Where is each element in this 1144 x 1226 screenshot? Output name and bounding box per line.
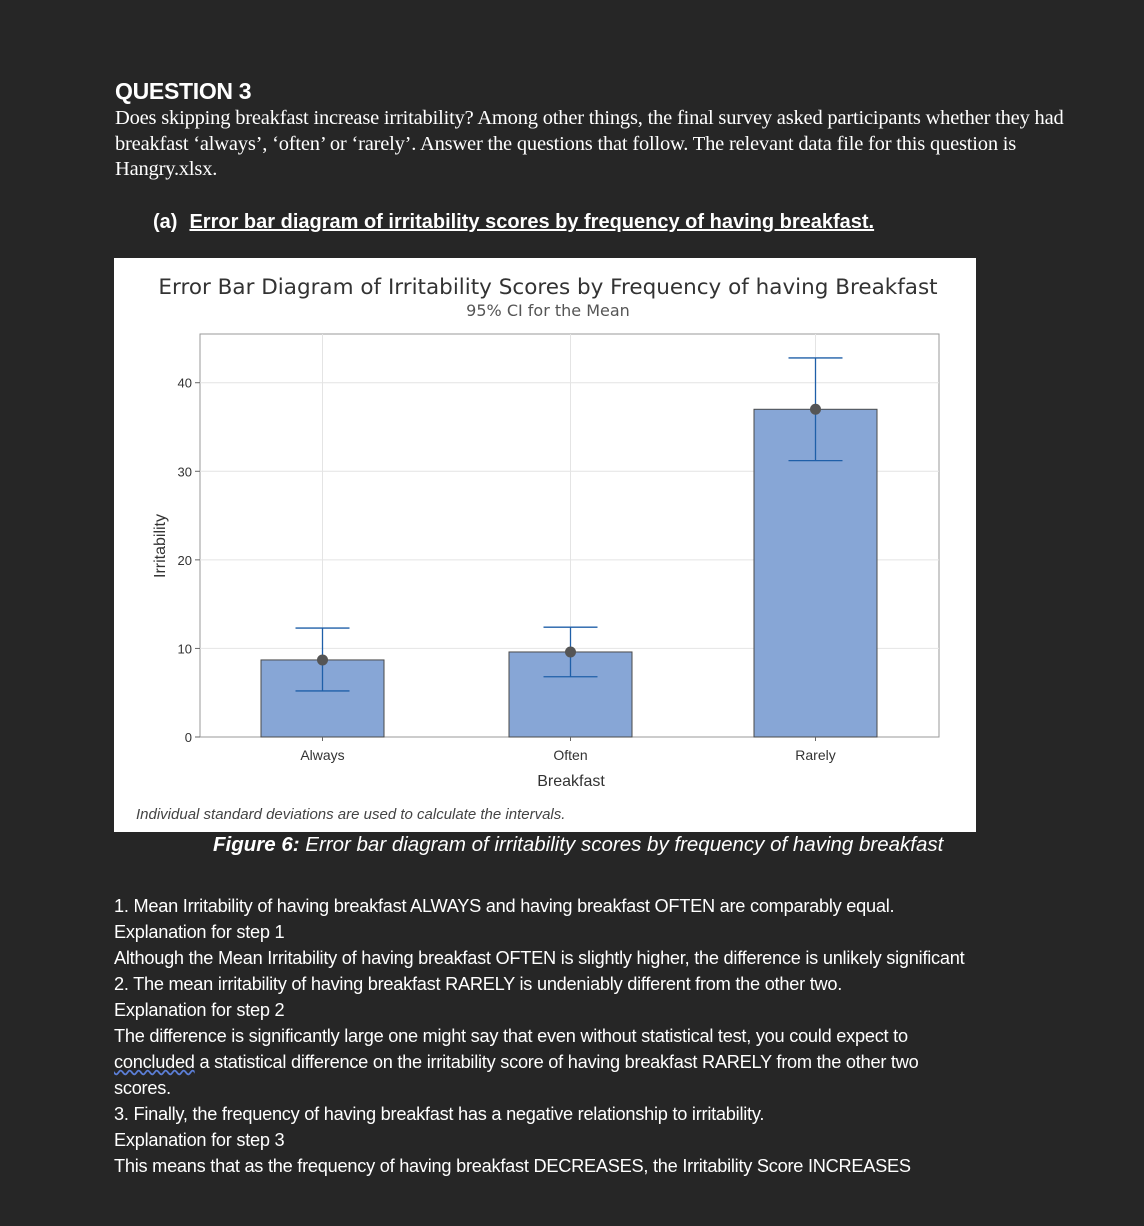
mean-point	[565, 646, 576, 657]
explanation-2-line-2-rest: a statistical difference on the irritability score of having breakfast RARELY from the other two	[194, 1052, 919, 1072]
explanation-2-line-3: scores.	[114, 1078, 171, 1098]
y-axis-label: Irritability	[152, 513, 169, 579]
question-title: QUESTION 3	[115, 78, 252, 104]
chart-panel	[114, 258, 976, 832]
explanation-2-line-2	[114, 1049, 1124, 1075]
step-2: 2. The mean irritability of having breakfast RARELY is undeniably different from the other two.	[114, 974, 843, 994]
step-1: 1. Mean Irritability of having breakfast ALWAYS and having breakfast OFTEN are comparably equal.	[114, 896, 895, 916]
error-bar-chart	[114, 258, 976, 832]
explanation-1-label: Explanation for step 1	[114, 922, 285, 942]
explanation-2-label: Explanation for step 2	[114, 1000, 285, 1020]
chart-subtitle: 95% CI for the Mean	[466, 301, 630, 320]
explanation-2-line-1: The difference is significantly large one might say that even without statistical test, you could expect to	[114, 1026, 908, 1046]
y-tick-label: 30	[177, 464, 192, 480]
subsection-heading	[153, 211, 874, 234]
explanation-3-text: This means that as the frequency of having breakfast DECREASES, the Irritability Score INCREASES	[114, 1156, 911, 1176]
y-tick-label: 10	[177, 641, 192, 657]
mean-point	[317, 654, 328, 665]
figure-caption	[213, 833, 943, 857]
explanation-3-label: Explanation for step 3	[114, 1130, 285, 1150]
chart-title: Error Bar Diagram of Irritability Scores by Frequency of having Breakfast	[158, 275, 938, 300]
x-axis-label: Breakfast	[537, 773, 605, 790]
question-body: Does skipping breakfast increase irritability? Among other things, the final survey asked participants whether they had breakfast ‘always’, ‘often’ or ‘rarely’. Answer the questions that follow. The relevant data file for this question is Hangry.xlsx.	[115, 107, 1064, 180]
subsection-label: (a)	[153, 211, 178, 233]
y-tick-label: 20	[177, 552, 192, 568]
figure-caption-text: Error bar diagram of irritability scores by frequency of having breakfast	[299, 833, 944, 856]
x-tick-label: Always	[300, 747, 345, 763]
chart-footnote: Individual standard deviations are used to calculate the intervals.	[136, 806, 566, 823]
mean-point	[810, 404, 821, 415]
spellcheck-word: concluded	[114, 1052, 195, 1072]
x-tick-label: Often	[553, 747, 588, 763]
y-tick-label: 40	[177, 375, 192, 391]
figure-caption-label: Figure 6:	[213, 833, 300, 856]
explanation-1-text: Although the Mean Irritability of having breakfast OFTEN is slightly higher, the difference is unlikely significant	[114, 948, 965, 968]
step-3: 3. Finally, the frequency of having breakfast has a negative relationship to irritability.	[114, 1104, 765, 1124]
answers-section	[114, 893, 1124, 1179]
subsection-title: Error bar diagram of irritability scores by frequency of having breakfast.	[189, 211, 875, 233]
y-tick-label: 0	[184, 730, 192, 745]
x-tick-label: Rarely	[795, 747, 836, 763]
